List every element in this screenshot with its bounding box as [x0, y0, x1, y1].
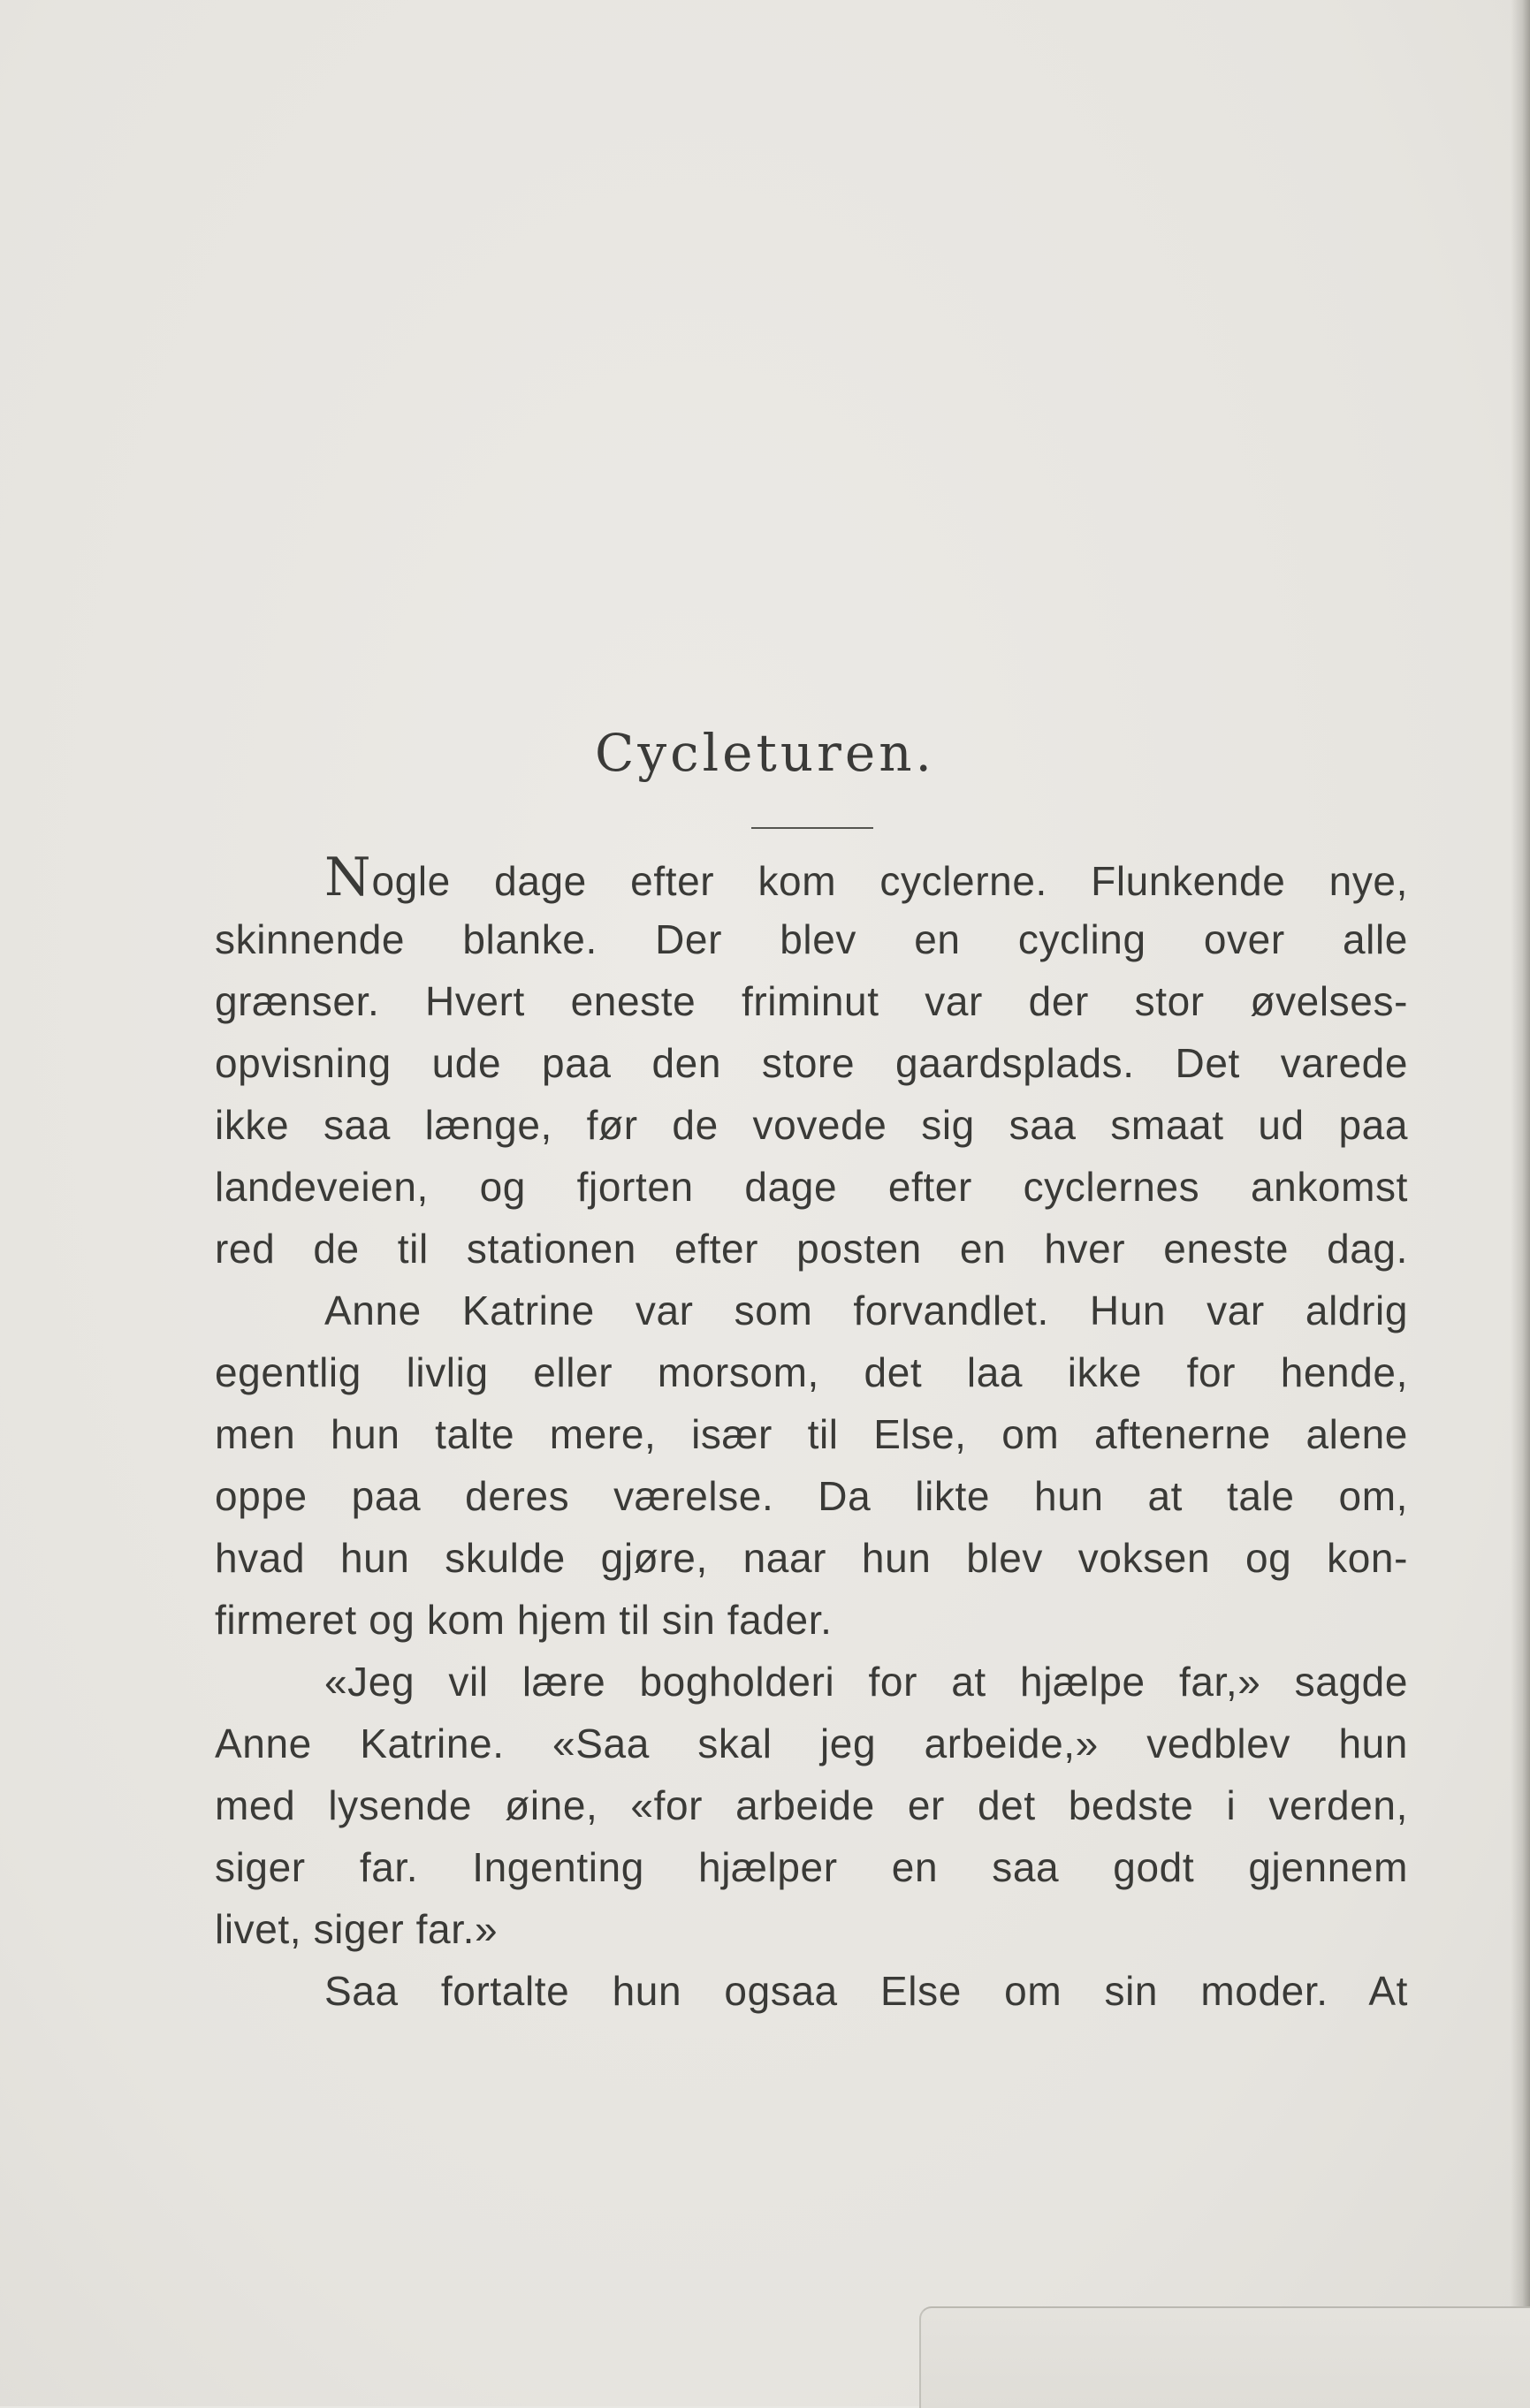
text-line: firmeret og kom hjem til sin fader. [215, 1597, 833, 1643]
text-line: Anne Katrine. «Saa skal jeg arbeide,» vedblev hun [215, 1721, 1408, 1766]
text-line: ikke saa længe, før de vovede sig saa smaat ud paa [215, 1102, 1408, 1148]
text-line: skinnende blanke. Der blev en cycling over alle [215, 916, 1408, 962]
chapter-body [215, 847, 1408, 2022]
page-edge-shadow [1511, 0, 1530, 2406]
text-line: oppe paa deres værelse. Da likte hun at tale om, [215, 1473, 1408, 1519]
drop-cap: N [324, 847, 372, 908]
text-line: «Jeg vil lære bogholderi for at hjælpe far,» sagde [324, 1659, 1408, 1705]
text-line: hvad hun skulde gjøre, naar hun blev voksen og kon- [215, 1535, 1408, 1581]
text-line: opvisning ude paa den store gaardsplads. Det varede [215, 1040, 1408, 1086]
page-corner-fold [919, 2306, 1530, 2408]
text-line: grænser. Hvert eneste friminut var der stor øvelses- [215, 978, 1408, 1024]
text-line: siger far. Ingenting hjælper en saa godt gjennem [215, 1844, 1408, 1890]
chapter-title: Cycleturen. [594, 723, 935, 783]
text-line: med lysende øine, «for arbeide er det bedste i verden, [215, 1782, 1408, 1828]
text-line: egentlig livlig eller morsom, det laa ikke for hende, [215, 1349, 1408, 1395]
text-line: livet, siger far.» [215, 1906, 499, 1952]
text-line: Anne Katrine var som forvandlet. Hun var aldrig [324, 1288, 1408, 1333]
text-line: Nogle dage efter kom cyclerne. Flunkende nye, [324, 847, 1408, 908]
title-divider [751, 827, 873, 829]
text-line: red de til stationen efter posten en hver eneste dag. [215, 1226, 1408, 1272]
text-line: Saa fortalte hun ogsaa Else om sin moder. At [324, 1968, 1408, 2014]
text-line: men hun talte mere, især til Else, om aftenerne alene [215, 1411, 1408, 1457]
text-line: landeveien, og fjorten dage efter cyclernes ankomst [215, 1164, 1408, 1210]
